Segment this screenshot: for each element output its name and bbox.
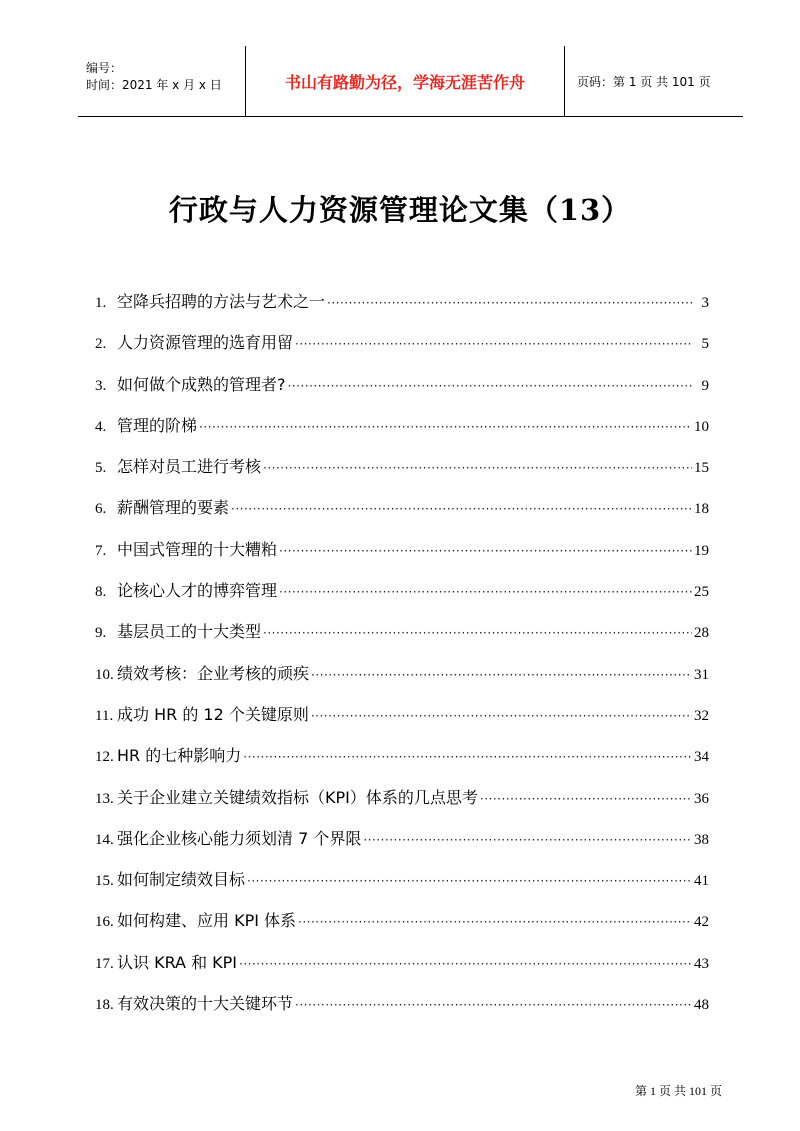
toc-entry-number: 6. [95,501,107,518]
toc-entry[interactable] [95,950,709,991]
header-page-info [565,46,743,116]
toc-entry[interactable] [95,908,709,949]
toc-leader-dots [231,502,692,516]
toc-leader-dots [480,792,692,806]
toc-entry-title: 管理的阶梯 [117,415,198,435]
toc-leader-dots [311,709,692,723]
toc-leader-dots [243,750,692,764]
toc-entry[interactable] [95,372,709,413]
toc-leader-dots [363,833,692,847]
toc-entry-number: 16. [95,914,114,931]
toc-entry[interactable] [95,826,709,867]
toc-entry-title: 论核心人才的博弈管理 [117,581,278,601]
toc-entry[interactable] [95,495,709,536]
toc-entry-number: 18. [95,997,114,1014]
toc-entry[interactable] [95,454,709,495]
toc-entry-title: 有效决策的十大关键环节 [117,994,294,1014]
toc-entry-number: 5. [95,460,107,477]
toc-entry-page: 38 [694,831,709,848]
toc-entry-title: 强化企业核心能力须划清 7 个界限 [117,828,362,848]
toc-leader-dots [263,461,692,475]
toc-entry-title: HR 的七种影响力 [117,746,242,766]
toc-entry[interactable] [95,330,709,371]
toc-entry-page: 5 [701,336,709,353]
toc-entry[interactable] [95,537,709,578]
toc-entry[interactable] [95,578,709,619]
toc-entry-number: 15. [95,873,114,890]
toc-entry-number: 3. [95,377,107,394]
toc-leader-dots [279,585,692,599]
table-of-contents [95,289,709,1032]
toc-entry-title: 薪酬管理的要素 [117,498,230,518]
header-meta [78,46,246,116]
toc-entry-title: 中国式管理的十大糟粕 [117,539,278,559]
toc-leader-dots [327,296,693,310]
toc-leader-dots [263,626,692,640]
toc-entry-title: 关于企业建立关键绩效指标（KPI）体系的几点思考 [117,787,478,807]
toc-entry-page: 36 [694,790,709,807]
toc-leader-dots [199,420,692,434]
toc-leader-dots [311,668,692,682]
toc-entry[interactable] [95,743,709,784]
toc-entry-title: 绩效考核：企业考核的顽疾 [117,663,310,683]
toc-entry-page: 41 [694,873,709,890]
header-motto-cell [246,46,565,116]
page-header [78,46,743,117]
toc-entry-number: 7. [95,542,107,559]
toc-entry-page: 42 [694,914,709,931]
toc-entry[interactable] [95,867,709,908]
page-info: 页码：第 1 页 共 101 页 [577,74,711,89]
toc-leader-dots [298,915,692,929]
time-label: 时间：2021 年 x 月 x 日 [86,78,222,92]
toc-entry-page: 15 [694,460,709,477]
toc-entry-number: 8. [95,584,107,601]
toc-entry[interactable] [95,289,709,330]
toc-entry[interactable] [95,991,709,1032]
toc-entry-page: 31 [694,666,709,683]
toc-entry[interactable] [95,619,709,660]
toc-entry-number: 12. [95,749,114,766]
toc-entry-page: 25 [694,584,709,601]
toc-entry-page: 32 [694,707,709,724]
toc-entry-page: 19 [694,542,709,559]
number-label: 编号： [86,61,123,75]
toc-entry-number: 10. [95,666,114,683]
toc-entry-page: 28 [694,625,709,642]
toc-leader-dots [239,957,692,971]
toc-entry-page: 18 [694,501,709,518]
toc-entry-title: 认识 KRA 和 KPI [117,952,238,972]
toc-entry-page: 10 [694,418,709,435]
toc-entry-title: 如何做个成熟的管理者? [117,374,286,394]
toc-entry-page: 9 [701,377,709,394]
toc-leader-dots [279,544,692,558]
toc-entry-title: 人力资源管理的选育用留 [117,333,294,353]
toc-entry[interactable] [95,661,709,702]
toc-entry-page: 34 [694,749,709,766]
toc-entry[interactable] [95,785,709,826]
page-footer: 第 1 页 共 101 页 [634,1084,722,1098]
toc-entry-number: 11. [95,707,114,724]
toc-entry[interactable] [95,413,709,454]
toc-entry[interactable] [95,702,709,743]
toc-entry-page: 3 [701,295,709,311]
toc-entry-page: 48 [694,997,709,1014]
document-title: 行政与人力资源管理论文集（13） [168,193,632,227]
toc-entry-number: 4. [95,418,107,435]
toc-leader-dots [295,998,692,1012]
toc-leader-dots [288,379,694,393]
toc-entry-title: 空降兵招聘的方法与艺术之一 [117,292,326,311]
toc-entry-title: 成功 HR 的 12 个关键原则 [117,704,309,724]
toc-leader-dots [295,337,693,351]
toc-leader-dots [247,874,692,888]
motto: 书山有路勤为径，学海无涯苦作舟 [284,72,525,92]
toc-entry-number: 14. [95,831,114,848]
toc-entry-page: 43 [694,955,709,972]
toc-entry-title: 如何构建、应用 KPI 体系 [117,911,297,931]
toc-entry-number: 1. [95,295,107,311]
toc-entry-title: 基层员工的十大类型 [117,622,262,642]
toc-entry-number: 17. [95,955,114,972]
toc-entry-number: 2. [95,336,107,353]
toc-entry-number: 13. [95,790,114,807]
toc-entry-title: 如何制定绩效目标 [117,870,246,890]
toc-entry-title: 怎样对员工进行考核 [117,457,262,477]
toc-entry-number: 9. [95,625,107,642]
